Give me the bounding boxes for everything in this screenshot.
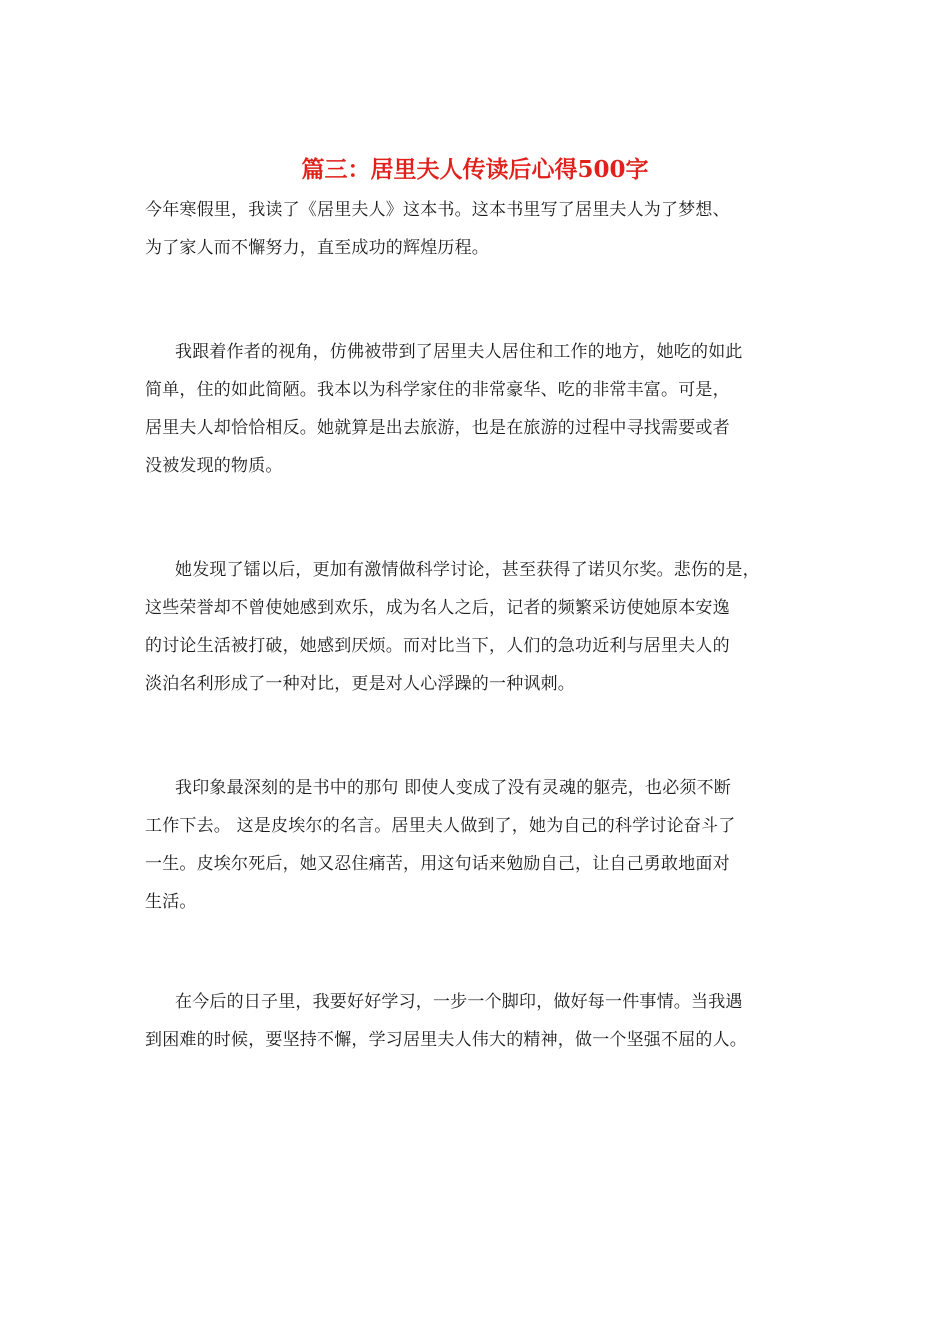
paragraph-2-line-2: 简单，住的如此简陋。我本以为科学家住的非常豪华、吃的非常丰富。可是， — [145, 380, 730, 400]
paragraph-5-line-1: 在今后的日子里，我要好好学习，一步一个脚印，做好每一件事情。当我遇 — [175, 992, 743, 1012]
paragraph-1-line-2: 为了家人而不懈努力，直至成功的辉煌历程。 — [145, 238, 489, 258]
paragraph-3-line-1: 她发现了镭以后，更加有激情做科学讨论，甚至获得了诺贝尔奖。悲伤的是， — [175, 560, 760, 580]
paragraph-3-line-4: 淡泊名利形成了一种对比，更是对人心浮躁的一种讽刺。 — [145, 674, 575, 694]
paragraph-4-line-1: 我印象最深刻的是书中的那句 即使人变成了没有灵魂的躯壳，也必须不断 — [175, 778, 732, 798]
paragraph-2-line-1: 我跟着作者的视角，仿佛被带到了居里夫人居住和工作的地方，她吃的如此 — [175, 342, 743, 362]
paragraph-4-line-3: 一生。皮埃尔死后，她又忍住痛苦，用这句话来勉励自己，让自己勇敢地面对 — [145, 854, 730, 874]
paragraph-3-line-3: 的讨论生活被打破，她感到厌烦。而对比当下，人们的急功近利与居里夫人的 — [145, 636, 730, 656]
paragraph-2-line-3: 居里夫人却恰恰相反。她就算是出去旅游，也是在旅游的过程中寻找需要或者 — [145, 418, 730, 438]
paragraph-1-line-1: 今年寒假里，我读了《居里夫人》这本书。这本书里写了居里夫人为了梦想、 — [145, 200, 730, 220]
paragraph-2-line-4: 没被发现的物质。 — [145, 456, 283, 476]
paragraph-5-line-2: 到困难的时候，要坚持不懈，学习居里夫人伟大的精神，做一个坚强不屈的人。 — [145, 1030, 747, 1050]
paragraph-4-line-2: 工作下去。 这是皮埃尔的名言。居里夫人做到了，她为自己的科学讨论奋斗了 — [145, 816, 736, 836]
page-title: 篇三：居里夫人传读后心得500字 — [301, 156, 649, 183]
paragraph-3-line-2: 这些荣誉却不曾使她感到欢乐，成为名人之后，记者的频繁采访使她原本安逸 — [145, 598, 730, 618]
paragraph-4-line-4: 生活。 — [145, 892, 197, 912]
